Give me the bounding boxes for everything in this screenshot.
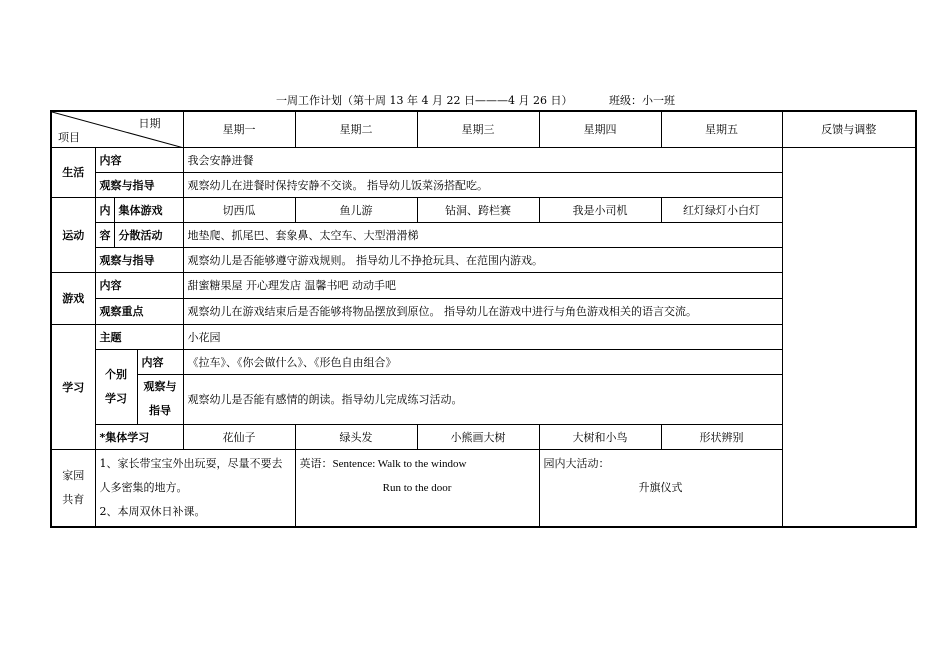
sport-game-tuesday: 鱼儿游: [295, 197, 417, 222]
family-label: [51, 449, 95, 527]
sport-label: 运动: [51, 197, 95, 272]
study-observe: 观察幼儿是否能有感情的朗读。指导幼儿完成练习活动。: [183, 374, 782, 424]
sport-observe: 观察幼儿是否能够遵守游戏规则。 指导幼儿不挣抢玩具、在范围内游戏。: [183, 247, 782, 272]
study-content-label: 内容: [137, 349, 183, 374]
sport-observe-label: 观察与指导: [95, 247, 183, 272]
study-group-friday: 形状辨别: [661, 424, 782, 449]
study-individual-label: [95, 349, 137, 424]
study-individual-char2: 学习: [105, 391, 127, 405]
study-group-label: *集体学习: [95, 424, 183, 449]
study-label: 学习: [51, 324, 95, 449]
life-observe-label: 观察与指导: [95, 172, 183, 197]
study-individual-char1: 个别: [105, 367, 127, 381]
english-line2: Run to the door: [382, 481, 452, 494]
sport-scatter: 地垫爬、抓尾巴、套象鼻、太空车、大型滑滑梯: [183, 222, 782, 247]
game-focus: 观察幼儿在游戏结束后是否能够将物品摆放到原位。 指导幼儿在游戏中进行与角色游戏相关的语言交流。: [183, 298, 782, 324]
family-activity: [539, 449, 782, 527]
page-title: [0, 93, 950, 109]
sport-group-label: 集体游戏: [114, 197, 183, 222]
study-group-monday: 花仙子: [183, 424, 295, 449]
life-content: 我会安静进餐: [183, 147, 782, 172]
study-theme-label: 主题: [95, 324, 183, 349]
game-content-label: 内容: [95, 272, 183, 298]
sport-game-wednesday: 钻洞、跨栏赛: [417, 197, 539, 222]
sport-scatter-label: 分散活动: [114, 222, 183, 247]
family-notes: [95, 449, 295, 527]
study-theme: 小花园: [183, 324, 782, 349]
day-wednesday: 星期三: [417, 111, 539, 147]
date-label: 日期: [138, 117, 161, 130]
sport-content-char1: 内: [95, 197, 114, 222]
sport-game-thursday: 我是小司机: [539, 197, 661, 222]
header-row: [51, 111, 916, 147]
study-observe-label: [137, 374, 183, 424]
study-group-thursday: 大树和小鸟: [539, 424, 661, 449]
family-label-char2: 共育: [62, 492, 85, 506]
sport-game-monday: 切西瓜: [183, 197, 295, 222]
study-content: 《拉车》、《你会做什么》、《形色自由组合》: [183, 349, 782, 374]
sport-game-friday: 红灯绿灯小白灯: [661, 197, 782, 222]
weekly-plan-table: [50, 110, 917, 528]
game-label: 游戏: [51, 272, 95, 324]
day-tuesday: 星期二: [295, 111, 417, 147]
study-observe-char1: 观察与: [143, 380, 177, 393]
day-thursday: 星期四: [539, 111, 661, 147]
family-english: [295, 449, 539, 527]
family-note-line2: 人多密集的地方。: [99, 480, 188, 494]
sport-content-char2: 容: [95, 222, 114, 247]
day-monday: 星期一: [183, 111, 295, 147]
life-content-label: 内容: [95, 147, 183, 172]
activity-value: 升旗仪式: [638, 480, 683, 494]
class-label: 班级：小一班: [609, 94, 675, 107]
study-group-tuesday: 绿头发: [295, 424, 417, 449]
game-focus-label: 观察重点: [95, 298, 183, 324]
day-friday: 星期五: [661, 111, 782, 147]
game-content: 甜蜜糖果屋 开心理发店 温馨书吧 动动手吧: [183, 272, 782, 298]
plan-title: 一周工作计划（第十周 13 年 4 月 22 日———4 月 26 日）: [276, 94, 573, 107]
item-label: 项目: [58, 130, 80, 144]
life-observe: 观察幼儿在进餐时保持安静不交谈。 指导幼儿饭菜汤搭配吃。: [183, 172, 782, 197]
study-group-wednesday: 小熊画大树: [417, 424, 539, 449]
life-label: 生活: [51, 147, 95, 197]
family-note-line1: 1、家长带宝宝外出玩耍，尽量不要去: [99, 456, 283, 470]
feedback-cell: [782, 147, 916, 527]
family-note-line3: 2、本周双休日补课。: [99, 504, 206, 518]
study-observe-char2: 指导: [149, 404, 171, 417]
header-diagonal-cell: [51, 111, 183, 147]
activity-label: 园内大活动：: [543, 456, 610, 470]
life-content-row: [51, 147, 916, 172]
feedback-header: 反馈与调整: [782, 111, 916, 147]
english-line1: 英语：Sentence: Walk to the window: [299, 457, 467, 470]
family-label-char1: 家园: [62, 468, 85, 482]
